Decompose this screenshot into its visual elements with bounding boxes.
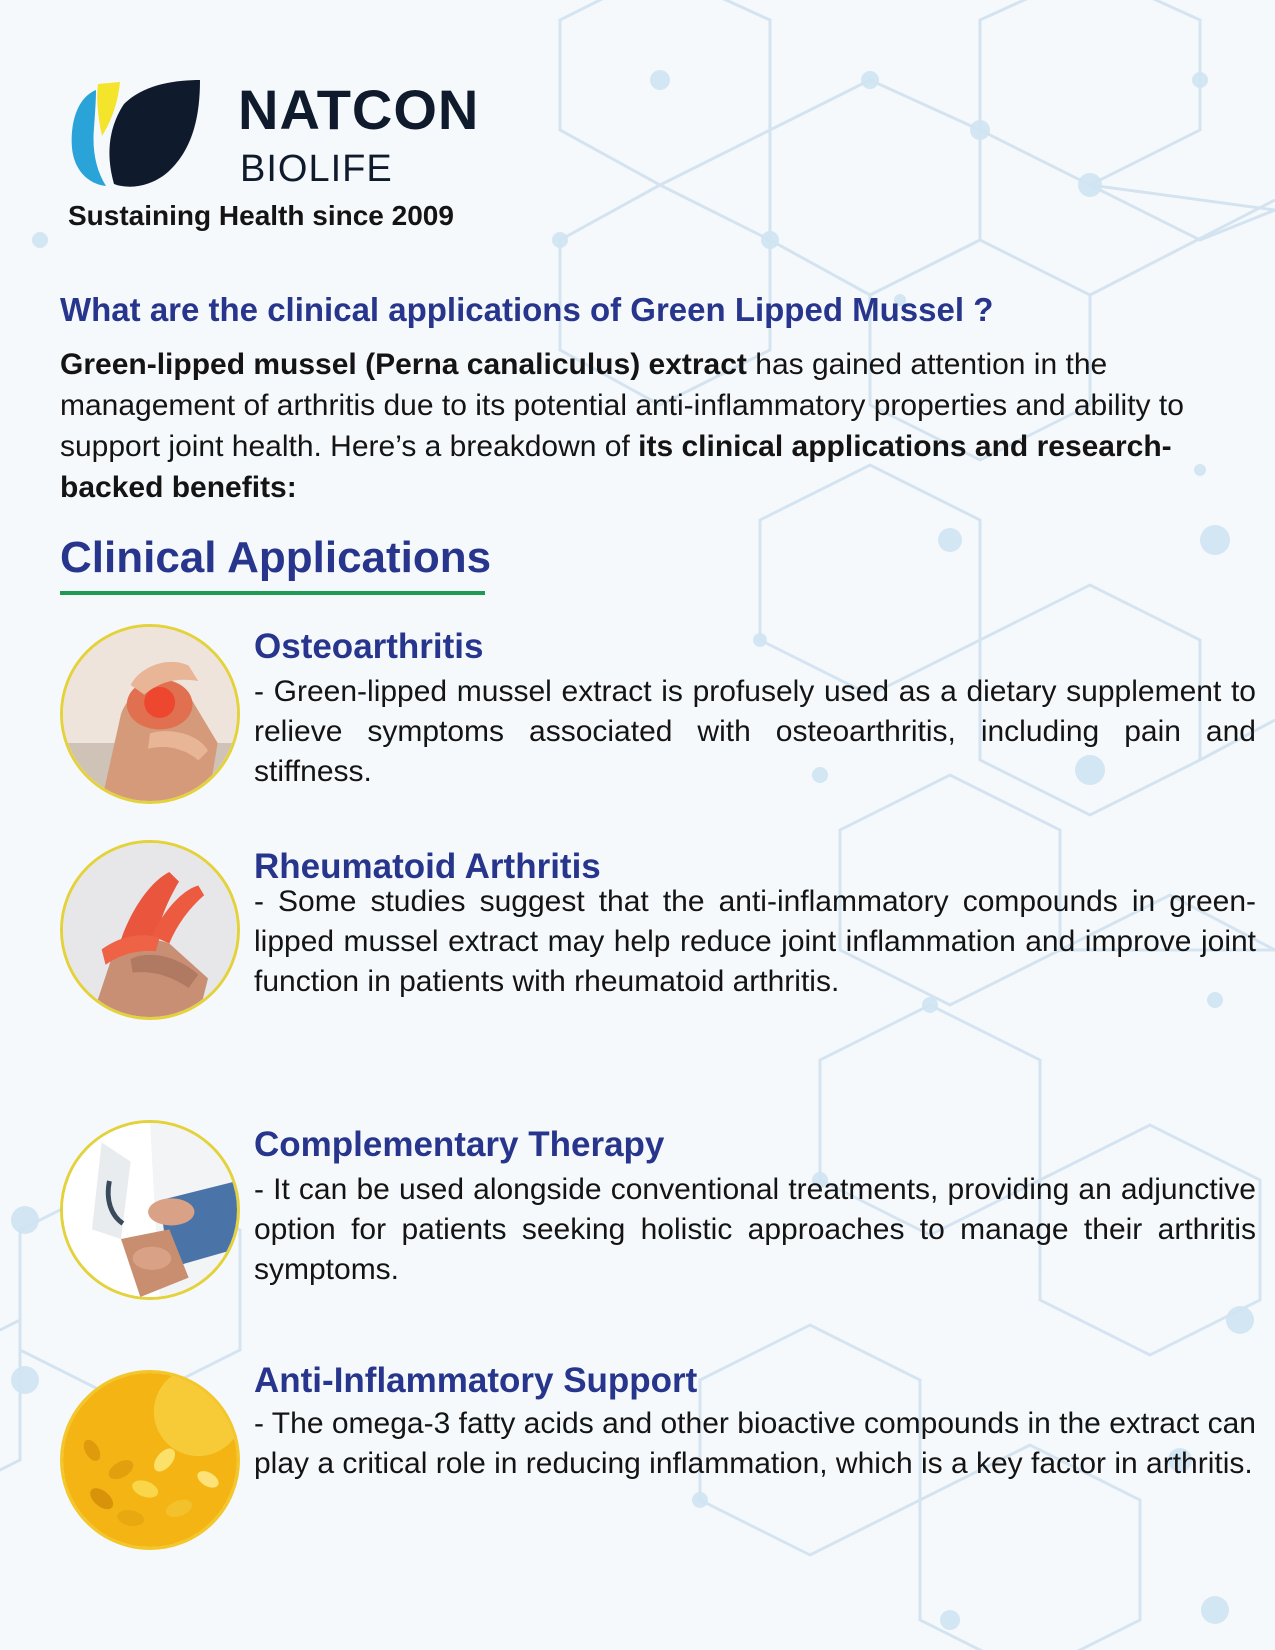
application-title: Complementary Therapy bbox=[254, 1125, 665, 1164]
intro-lead-bold: Green-lipped mussel (Perna canaliculus) extract bbox=[60, 348, 747, 381]
application-title: Osteoarthritis bbox=[254, 627, 484, 666]
intro-middle: has gained attention in the management of arthritis due to its potential anti-inflammatory properties and ability to support joint health. Here’s a breakdown of bbox=[60, 348, 1184, 463]
knee-pain-icon bbox=[60, 624, 240, 804]
application-text: - It can be used alongside conventional treatments, providing an adjunctive option for patients seeking holistic approaches to manage their arthritis symptoms. bbox=[254, 1173, 1256, 1286]
intro-paragraph bbox=[60, 344, 1210, 508]
section-underline bbox=[60, 591, 485, 595]
page-question-heading: What are the clinical applications of Green Lipped Mussel ? bbox=[60, 291, 994, 328]
brand-tagline: Sustaining Health since 2009 bbox=[68, 200, 454, 231]
section-title: Clinical Applications bbox=[60, 533, 492, 582]
intro-end-bold: its clinical applications and research-backed benefits: bbox=[60, 430, 1172, 504]
application-text: - Some studies suggest that the anti-inflammatory compounds in green-lipped mussel extract may help reduce joint inflammation and improve joint function in patients with rheumatoid arthritis. bbox=[254, 885, 1256, 998]
application-text: - Green-lipped mussel extract is profusely used as a dietary supplement to relieve symptoms associated with osteoarthritis, including pain and stiffness. bbox=[254, 675, 1256, 788]
hand-pain-icon bbox=[60, 840, 240, 1020]
omega-capsules-icon bbox=[60, 1370, 240, 1550]
application-text: - The omega-3 fatty acids and other bioactive compounds in the extract can play a critical role in reducing inflammation, which is a key factor in arthritis. bbox=[254, 1407, 1256, 1480]
brand-logo bbox=[68, 78, 498, 238]
brand-name: NATCON bbox=[238, 78, 480, 141]
natcon-leaf-logo-icon bbox=[68, 78, 203, 193]
brand-subtitle: BIOLIFE bbox=[240, 148, 393, 190]
application-title: Rheumatoid Arthritis bbox=[254, 847, 601, 886]
application-title: Anti-Inflammatory Support bbox=[254, 1361, 698, 1400]
doctor-knee-icon bbox=[60, 1120, 240, 1300]
